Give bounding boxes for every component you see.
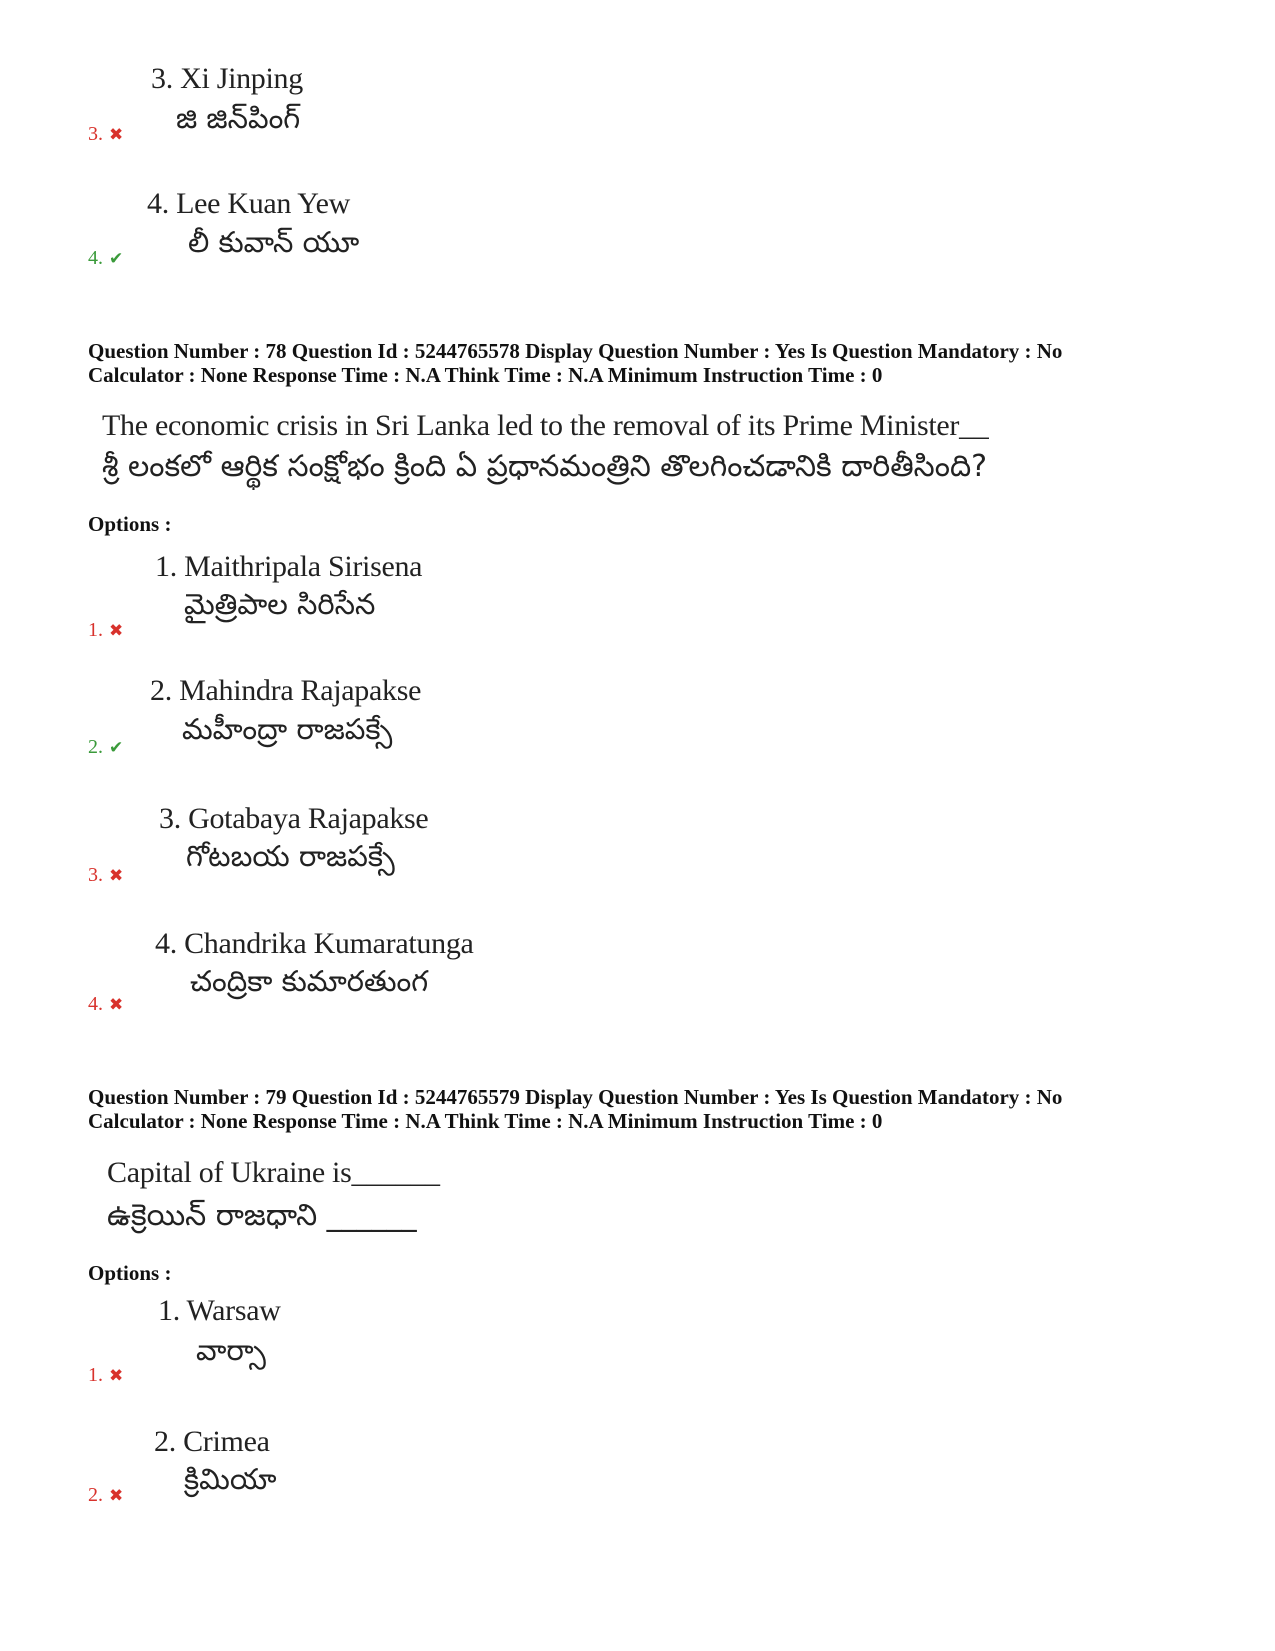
option-en: 4. Lee Kuan Yew: [147, 187, 350, 220]
option-en: 4. Chandrika Kumaratunga: [155, 927, 474, 960]
option-en: 2. Mahindra Rajapakse: [150, 674, 422, 707]
options-label: Options :: [88, 512, 172, 536]
option-en: 2. Crimea: [154, 1425, 270, 1458]
option-marker: 3. ✖: [88, 123, 124, 145]
option-en: 3. Gotabaya Rajapakse: [159, 802, 429, 835]
option-marker: 2. ✔: [88, 736, 124, 758]
option-en: 3. Xi Jinping: [151, 62, 303, 95]
question-text-en: Capital of Ukraine is______: [107, 1156, 440, 1189]
option-te: గోటబయ రాజపక్సే: [186, 839, 395, 873]
question-meta: Question Number : 79 Question Id : 5244765579 Display Question Number : Yes Is Question Mandatory : No: [88, 1085, 1063, 1109]
cross-mark-icon: ✖: [109, 1486, 124, 1506]
option-te: లీ కువాన్ యూ: [188, 225, 360, 259]
option-te: వార్సా: [196, 1333, 266, 1367]
check-mark-icon: ✔: [109, 249, 124, 269]
question-meta: Question Number : 78 Question Id : 5244765578 Display Question Number : Yes Is Question Mandatory : No: [88, 339, 1063, 363]
option-marker: 4. ✔: [88, 247, 124, 269]
question-meta: Calculator : None Response Time : N.A Think Time : N.A Minimum Instruction Time : 0: [88, 1109, 883, 1133]
option-en: 1. Warsaw: [158, 1294, 281, 1327]
cross-mark-icon: ✖: [109, 621, 124, 641]
option-marker: 4. ✖: [88, 993, 124, 1015]
options-label: Options :: [88, 1261, 172, 1285]
cross-mark-icon: ✖: [109, 866, 124, 886]
check-mark-icon: ✔: [109, 738, 124, 758]
option-marker: 1. ✖: [88, 1364, 124, 1386]
cross-mark-icon: ✖: [109, 995, 124, 1015]
option-te: మహీంద్రా రాజపక్సే: [182, 712, 393, 746]
question-text-te: శ్రీ లంకలో ఆర్థిక సంక్షోభం క్రింది ఏ ప్రధానమంత్రిని తొలగించడానికి దారితీసింది?: [102, 449, 988, 484]
question-meta: Calculator : None Response Time : N.A Think Time : N.A Minimum Instruction Time : 0: [88, 363, 883, 387]
option-te: మైత్రిపాల సిరిసేన: [184, 587, 376, 621]
option-en: 1. Maithripala Sirisena: [155, 550, 423, 583]
question-text-en: The economic crisis in Sri Lanka led to the removal of its Prime Minister__: [102, 409, 989, 442]
cross-mark-icon: ✖: [109, 125, 124, 145]
option-marker: 3. ✖: [88, 864, 124, 886]
question-text-te: ఉక్రెయిన్ రాజధాని ______: [107, 1198, 417, 1233]
option-marker: 2. ✖: [88, 1484, 124, 1506]
cross-mark-icon: ✖: [109, 1366, 124, 1386]
option-te: జి జిన్‌పింగ్: [176, 101, 301, 135]
option-te: చంద్రికా కుమారతుంగ: [190, 964, 429, 998]
option-marker: 1. ✖: [88, 619, 124, 641]
option-te: క్రిమియా: [184, 1462, 277, 1496]
